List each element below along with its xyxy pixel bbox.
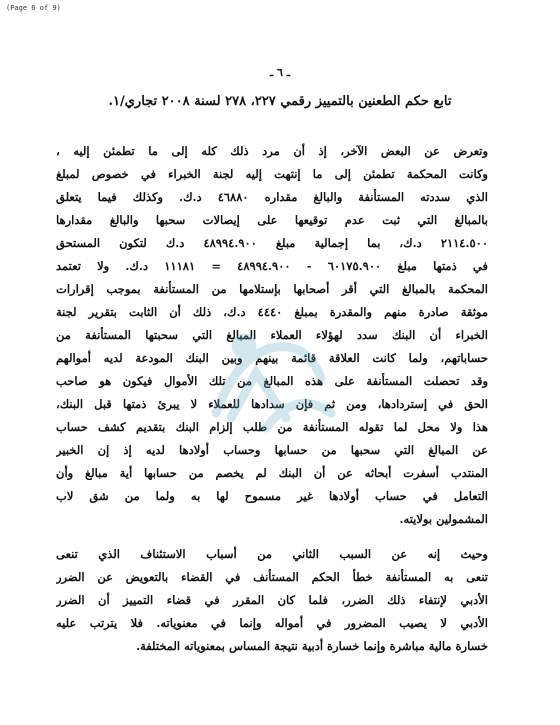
text-line: وحيث إنه عن السبب الثاني من أسباب الاستئناف الذي تنعى — [56, 547, 488, 561]
text-line: وكانت المحكمة تطمئن إلى ما إنتهت إليه لجنة الخبراء في خصوص لمبلغ — [56, 167, 488, 181]
text-line: المنتدب أسفرت أبحاثه عن أن البنك لم يخصم من حسابها أية مبالغ وأن — [56, 466, 488, 480]
text-line: المحكمة بالمبالغ التي أقر أصحابها بإستلامها من المستأنفة بموجب إقرارات — [56, 282, 488, 296]
text-line: الحق في إستردادها، ومن ثم فإن سدادها للعملاء لا يبرئ ذمتها قبل البنك، — [56, 397, 488, 411]
document-heading: تابع حكم الطعنين بالتمييز رقمي ٢٢٧، ٢٧٨ لسنة ٢٠٠٨ تجاري/١. — [108, 94, 452, 109]
page-number: ـ ٦ ـ — [269, 66, 291, 79]
text-line: ٢١١٤.٥٠٠ د.ك، بما إجمالية مبلغ ٤٨٩٩٤.٩٠٠ د.ك لتكون المستحق — [56, 236, 488, 250]
text-line: وتعرض عن البعض الآخر، إذ أن مرد ذلك كله إلى ما تطمئن إليه ، — [56, 144, 488, 158]
text-line: الخبراء أن البنك سدد لهؤلاء العملاء المبالغ التي سحبتها المستأنفة من — [56, 328, 488, 342]
text-line: حساباتهم، ولما كانت العلاقة قائمة بينهم وبين البنك المودعة لديه أموالهم — [56, 351, 488, 365]
text-line: هذا ولا محل لما تقوله المستأنفة من طلب إلزام البنك بتقديم كشف حساب — [56, 420, 488, 434]
text-line: الذي سددته المستأنفة والبالغ مقداره ٤٦٨٨٠ د.ك. وكذلك فيما يتعلق — [56, 190, 488, 204]
paragraph-spacer — [56, 531, 488, 543]
text-line: خسارة مالية مباشرة وإنما خسارة أدبية نتيجة المساس بمعنوياته المختلفة. — [136, 639, 488, 653]
page-counter: (Page 6 of 9) — [6, 4, 61, 12]
text-line: تنعى به المستأنفة خطأ الحكم المستأنف في القضاء بالتعويض عن الضرر — [56, 570, 488, 584]
text-line: التعامل في حساب أولادها غير مسموح لها به ولما من شق لاب — [56, 489, 488, 503]
watermark-logo — [196, 318, 346, 448]
text-line: الأدبي لا يصيب المضرور في أمواله وإنما في معنوياته. فلا يترتب عليه — [56, 616, 488, 630]
text-line: في ذمتها مبلغ ٦٠١٧٥.٩٠٠ - ٤٨٩٩٤.٩٠٠ = ١١١٨١ د.ك. ولا تعتمد — [56, 259, 488, 273]
text-line: بالمبالغ التي ثبت عدم توقيعها على إيصالات سحبها والبالغ مقدارها — [56, 213, 488, 227]
text-line: عن المبالغ التي سحبها من حسابها وحساب أولادها لديه إذ إن الخبير — [56, 443, 488, 457]
text-line: الأدبي لإنتفاء ذلك الضرر، فلما كان المقرر في قضاء التمييز أن الضرر — [56, 593, 488, 607]
text-line: المشمولين بولايته. — [399, 512, 488, 526]
text-line: موثقة صادرة منهم والمقدرة بمبلغ ٤٤٤٠ د.ك، ذلك أن الثابت بتقرير لجنة — [56, 305, 488, 319]
text-line: وقد تحصلت المستأنفة على هذه المبالغ من تلك الأموال فيكون هو صاحب — [56, 374, 488, 388]
